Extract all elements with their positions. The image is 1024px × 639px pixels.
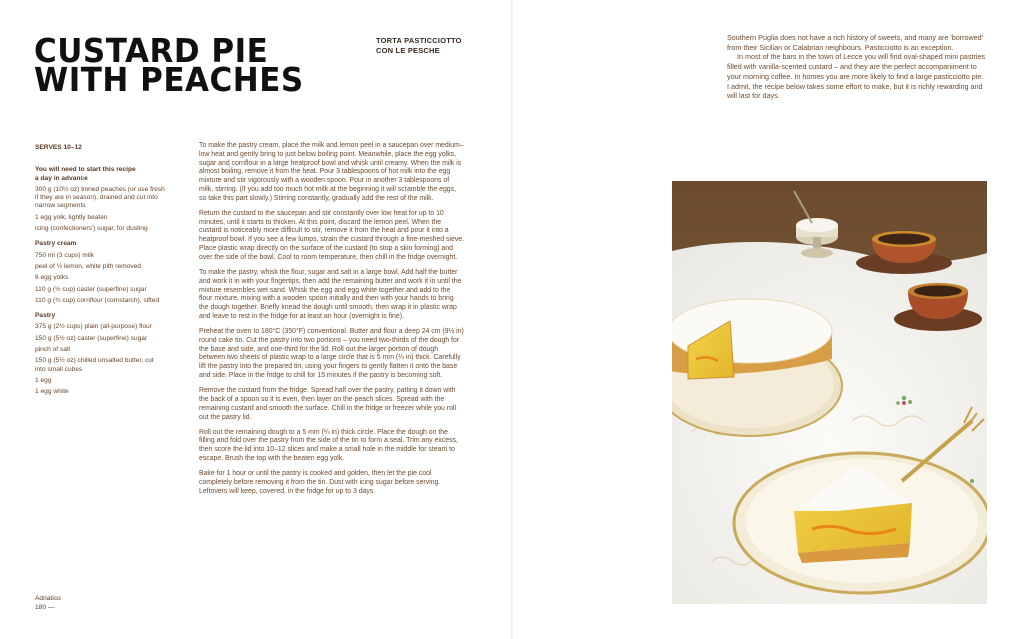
ingredients-sidebar [35, 144, 165, 397]
section-heading-pastry: Pastry [35, 312, 56, 320]
ingredient-item: peel of ½ lemon, white pith removed [35, 262, 141, 270]
method-paragraph: Return the custard to the saucepan and stir constantly over low heat for up to 10 minutes, until it starts to thicken. At this point, discard the lemon peel. When the custard is noticeably more difficult to stir, remove it from the heat and pour it into a heatproof bowl. If you see a few lumps, strain the custard through a fine-meshed sieve. Place plastic wrap directly on the surface of the custard (to stop a skin forming) and over the side of the bowl. Cool to room temperature, then chill in the fridge overnight. [199, 209, 465, 261]
ingredient-item: 750 ml (3 cups) milk [35, 251, 94, 259]
advance-note-line: a day in advance [35, 174, 88, 182]
method-paragraph: Remove the custard from the fridge. Spread half over the pastry, patting it down with the back of a spoon so it is even, then layer on the peach slices. Spread with the remaining custard and smooth the surface. Chill in the fridge or freezer while you roll out the pastry lid. [199, 387, 456, 421]
ingredient-item: 1 egg yolk, lightly beaten [35, 213, 108, 221]
ingredient-item: 150 g (5½ oz) caster (superfine) sugar [35, 334, 148, 342]
recipe-title-line: CUSTARD PIE [34, 32, 269, 71]
ingredient-item: icing (confectioners') sugar, for dusting [35, 225, 148, 233]
page-gutter [511, 0, 513, 639]
ingredient-item: pinch of salt [35, 346, 71, 354]
ingredient-item: 1 egg [35, 376, 52, 384]
advance-note [35, 166, 165, 183]
method-paragraph: To make the pastry, whisk the flour, sugar and salt in a large bowl. Add half the butter and work it in with your fingertips, then add the remaining butter and work it in until the mixture resembles wet sand. Whisk the egg and egg white together and add to the flour mixture, mixing with a wooden spoon initially and then with your hands to bring the dough together. Briefly knead the dough until smooth, then wrap it in plastic wrap and leave to rest in the fridge for at least an hour (overnight is fine). [199, 268, 462, 320]
method-paragraph: Roll out the remaining dough to a 5 mm (¼ in) thick circle. Place the dough on the filling and fold over the pastry from the side of the tin to form a seal. Trim any excess, then score the lid into 10–12 slices and make a small hole in the middle for steam to escape. Brush the top with the beaten egg yolk. [199, 428, 458, 462]
intro-paragraph: In most of the bars in the town of Lecce you will find oval-shaped mini pastries filled with vanilla-scented custard – and they are the perfect accompaniment to your morning coffee. In homes you are more likely to find a large pasticciotto pie. I admit, the recipe below takes some effort to make, but it is richly rewarding and will last for days. [727, 52, 986, 101]
method-paragraph: Bake for 1 hour or until the pastry is cooked and golden, then let the pie cool completely before removing it from the tin. Dust with icing sugar before serving. Leftovers will keep, covered, in the fridge for up to 3 days. [199, 470, 441, 495]
serves-label: SERVES 10–12 [35, 144, 82, 151]
recipe-title [34, 32, 304, 100]
ingredient-item: 1 egg white [35, 388, 69, 396]
ingredient-item: 300 g (10½ oz) tinned peaches (or use fresh if they are in season), drained and cut into narrow segments [35, 185, 165, 210]
advance-note-line: You will need to start this recipe [35, 166, 136, 174]
ingredient-item: 375 g (2½ cups) plain (all-purpose) flour [35, 323, 152, 331]
ingredient-item: 6 egg yolks [35, 274, 69, 282]
recipe-photo-illustration [672, 181, 987, 604]
ingredient-item: 110 g (¾ cup) cornflour (cornstarch), sifted [35, 296, 160, 304]
method-text [199, 142, 465, 503]
method-paragraph: To make the pastry cream, place the milk and lemon peel in a saucepan over medium–low heat and gently bring to just below boiling point. Meanwhile, place the egg yolks, sugar and cornflour in a large heatproof bowl and whisk until creamy. When the milk is almost boiling, remove it from the heat. Pour 3 tablespoons of hot milk into the egg mixture and stir vigorously with a wooden spoon. Pour in another 3 tablespoons of milk, stirring. (If you add too much hot milk at the beginning it will scramble the eggs, so take this part slowly.) Stirring constantly, gradually add the rest of the milk. [199, 142, 464, 202]
page-number: 180 — [35, 603, 55, 611]
section-heading-pastry-cream: Pastry cream [35, 240, 77, 248]
recipe-photo [672, 181, 987, 604]
page-footer [35, 595, 61, 612]
italian-title [376, 36, 462, 56]
intro-paragraph: Southern Puglia does not have a rich history of sweets, and many are 'borrowed' from their Sicilian or Calabrian neighbours. Pasticciotto is an exception. [727, 33, 984, 52]
book-title: Adriatico [35, 595, 61, 602]
italian-title-line: CON LE PESCHE [376, 46, 440, 55]
ingredient-item: 110 g (½ cup) caster (superfine) sugar [35, 285, 147, 293]
intro-text [727, 33, 987, 101]
italian-title-line: TORTA PASTICCIOTTO [376, 36, 462, 45]
recipe-title-line: WITH PEACHES [34, 61, 304, 100]
method-paragraph: Preheat the oven to 180°C (350°F) conventional. Butter and flour a deep 24 cm (9½ in) round cake tin. Cut the pastry into two portions – you need two-thirds of the dough for the base and side, and one-third for the lid. Roll out the larger portion of dough between two sheets of plastic wrap to a large circle that is 5 mm (¼ in) thick. Carefully lift the pastry into the prepared tin, using your fingers to gently flatten it onto the base and side. Place in the fridge to chill for 15 minutes if the pastry is becoming soft. [199, 328, 464, 380]
ingredient-item: 150 g (5½ oz) chilled unsalted butter, cut into small cubes [35, 357, 154, 373]
